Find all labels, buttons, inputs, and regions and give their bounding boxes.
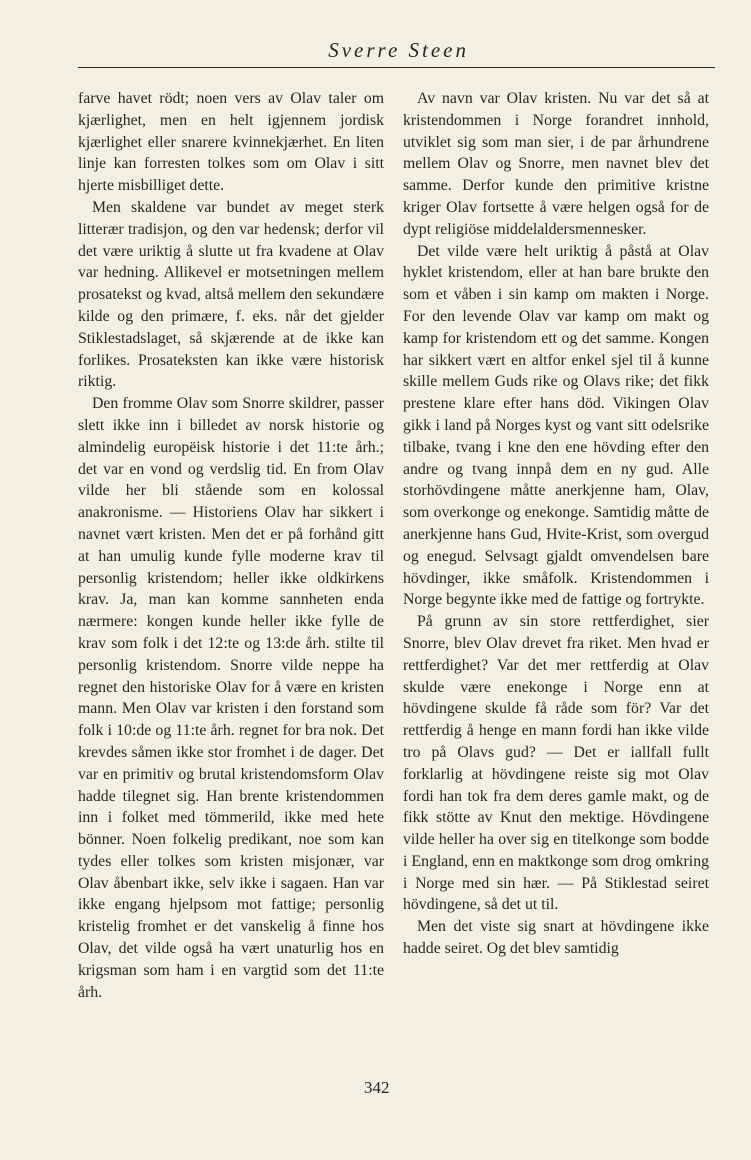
paragraph: farve havet rödt; noen vers av Olav taler om kjærlighet, men en helt igjennem jordisk kjærlighet eller snarere kvinnekjærhet. En liten linje kan forresten tolkes som om Olav i sitt hjerte misbilliget dette.: [78, 90, 384, 195]
paragraph: Det vilde være helt uriktig å påstå at Olav hyklet kristendom, eller at han bare brukte den som et våben i sin kamp om makten i Norge. For den levende Olav var kamp om makt og kamp for kristendom ett og det samme. Kongen har sikkert vært en altfor enkel sjel til å kunne skille mellem Guds rike og Olavs rike; det fikk prestene klare efter hans död. Vikingen Olav gikk i land på Norges kyst og vant sitt odelsrike tilbake, tvang i kne den ene hövding efter den andre og tvang innpå dem en ny gud. Alle storhövdingene måtte anerkjenne ham, Olav, som overkonge og enekonge. Samtidig måtte de anerkjenne hans Gud, Hvite-Krist, som overgud og enegud. Selvsagt gjaldt omvendelsen bare hövdinger, ikke småfolk. Kristendommen i Norge begynte ikke med de fattige og fortrykte.: [403, 242, 709, 609]
running-title: Sverre Steen: [328, 38, 469, 62]
paragraph: Den fromme Olav som Snorre skildrer, passer slett ikke inn i billedet av norsk historie og almindelig europëisk historie i det 11:te årh.; det var en vond og verdslig tid. En from Olav vilde her bli stående som en kolossal anakronisme. — Historiens Olav har sikkert i navnet vært kristen. Men det er på forhånd gitt at han umulig kunde fylle moderne krav til personlig kristendom; heller ikke oldkirkens krav. Ja, man kan komme sannheten enda nærmere: kongen kunde heller ikke fylle de krav som folk i det 12:te og 13:de årh. stilte til personlig kristendom. Snorre vilde neppe ha regnet den historiske Olav for å være en kristen mann. Men Olav var kristen i den forstand som folk i 10:de og 11:te årh. regnet for bra nok. Det krevdes såmen ikke stor fromhet i de dager. Det var en primitiv og brutal kristendomsform Olav hadde tilegnet sig. Han brente kristendommen inn i folket med tömmerild, ikke med hete bönner. Noen folkelig predikant, noe som kan tydes eller tolkes som kristen misjonær, var Olav åbenbart ikke, selv ikke i sagaen. Han var ikke engang hjelpsom mot fattige; personlig kristelig fromhet er det vanskelig å finne hos Olav, det vilde også ha vært unaturlig hos en krigsman som ham i en vargtid som det 11:te årh.: [78, 395, 384, 1001]
left-column: [78, 88, 384, 1003]
right-column: [403, 88, 709, 960]
paragraph: Av navn var Olav kristen. Nu var det så at kristendommen i Norge forandret innhold, utviklet sig som man sier, i de par århundrene mellem Olav og Snorre, men navnet blev det samme. Derfor kunde den primitive kristne kriger Olav fortsette å være helgen også for de dypt religiöse middelaldersmennesker.: [403, 90, 709, 238]
paragraph: Men det viste sig snart at hövdingene ikke hadde seiret. Og det blev samtidig: [403, 918, 709, 958]
page-number: 342: [364, 1078, 390, 1097]
paragraph: Men skaldene var bundet av meget sterk litterær tradisjon, og den var hedensk; derfor vil det være uriktig å slutte ut fra kvadene at Olav var hedning. Allikevel er motsetningen mellem prosatekst og kvad, altså mellem den sekundære kilde og den primære, f. eks. når det gjelder Stiklestadslaget, så skjærende at de ikke kan forlikes. Prosateksten kan ikke være historisk riktig.: [78, 198, 384, 391]
header-rule: [78, 67, 715, 68]
running-header: [0, 38, 751, 68]
paragraph: På grunn av sin store rettferdighet, sier Snorre, blev Olav drevet fra riket. Men hvad er rettferdighet? Var det mer rettferdig at Olav skulde være enekonge i Norge enn at hövdingene skulde få råde som för? Var det rettferdig å henge en mann fordi han ikke vilde tro på Olavs gud? — Det er iallfall fullt forklarlig at hövdingene reiste sig mot Olav fordi han tok fra dem deres gamle makt, og de fikk stötte av Knut den mektige. Hövdingene vilde heller ha over sig en titelkonge som bodde i England, enn en maktkonge som drog omkring i Norge med sin hær. — På Stiklestad seiret hövdingene, så det ut til.: [403, 613, 709, 914]
